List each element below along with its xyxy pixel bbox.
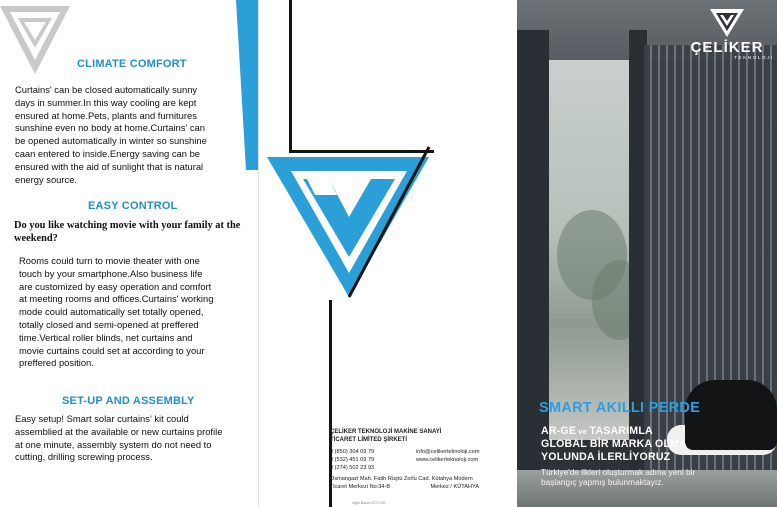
- climate-comfort-title: CLIMATE COMFORT: [77, 58, 187, 70]
- contact-row: [330, 448, 480, 456]
- print-info: İçiğin Basım 0274 000: [352, 501, 386, 505]
- panel-middle: [259, 0, 517, 507]
- panel-right-photo: [517, 0, 777, 507]
- phone-number[interactable]: 0 (274) 502 23 93: [330, 465, 375, 472]
- easy-control-body: Rooms could turn to movie theater with one touch by your smartphone.Also business life are customized by easy operation and comfort at meeting rooms and offices.Curtains' working mode could automatically set totally opened, totally closed and semi-opened at preffered time.Vertical roller blinds, net curtains and movie curtains could set at according to your preffered position.: [19, 255, 214, 369]
- celiker-logo-large-icon: [267, 145, 435, 305]
- headline: SMART AKILLI PERDE: [539, 400, 701, 416]
- brand-subtitle: TEKNOLOJİ: [734, 55, 774, 60]
- address-line: Osmangazi Mah. Fatih Rüştü Zorlu Cad. Kütahya Modern: [330, 475, 473, 482]
- vertical-rule-top: [289, 0, 292, 150]
- address-line: Ticaret Merkezi No:34-B Merkez / KÜTAHYA: [330, 483, 480, 490]
- setup-assembly-body: Easy setup! Smart solar curtains' kit could assemblied at the available or new curtains profile at one minute, assembly system do not need to cutting, drilling screwing process.: [15, 413, 223, 463]
- contact-row: [330, 464, 480, 472]
- easy-control-title: EASY CONTROL: [88, 200, 178, 212]
- tagline-line: GLOBAL BİR MARKA OLMA: [541, 438, 688, 450]
- celiker-logo-corner-icon: [0, 0, 70, 78]
- company-name: ÇELİKER TEKNOLOJİ MAKİNE SANAYİ TİCARET LİMİTED ŞİRKETİ: [330, 429, 442, 443]
- easy-control-question: Do you like watching movie with your family at the weekend?: [14, 220, 241, 244]
- company-info: [330, 428, 480, 491]
- tagline-line: AR-GE ve TASARIMLA: [541, 425, 653, 437]
- subline: Türkiye'de ilkleri oluşturmak adına yeni bir: [541, 467, 696, 477]
- celiker-logo-icon: [710, 9, 744, 37]
- website-link[interactable]: www.celikerteknoloji.com: [416, 457, 479, 464]
- phone-number[interactable]: 0 (850) 304 09 79: [330, 449, 375, 455]
- panel-left: [0, 0, 258, 507]
- tagline-line: YOLUNDA İLERLİYORUZ: [541, 451, 671, 463]
- climate-comfort-body: Curtains' can be closed automatically sunny days in summer.In this way cooling are kept ensured at home.Pets, plants and furnitures sunshine even no body at home.Curtains' can be opened automatically in winter so sunshine caan entered to inside.Energy saving can be ensured with the aid of sunlight that is natural energy source.: [15, 84, 207, 185]
- phone-number[interactable]: 0 (532) 451 09 79: [330, 457, 375, 464]
- subline: başlangıç yapmış bulunmaktayız.: [541, 477, 664, 487]
- brand-name: ÇELİKER: [690, 39, 764, 56]
- email-link[interactable]: info@celikerteknoloji.com: [416, 449, 480, 455]
- setup-assembly-title: SET-UP AND ASSEMBLY: [62, 395, 195, 407]
- contact-row: [330, 456, 480, 464]
